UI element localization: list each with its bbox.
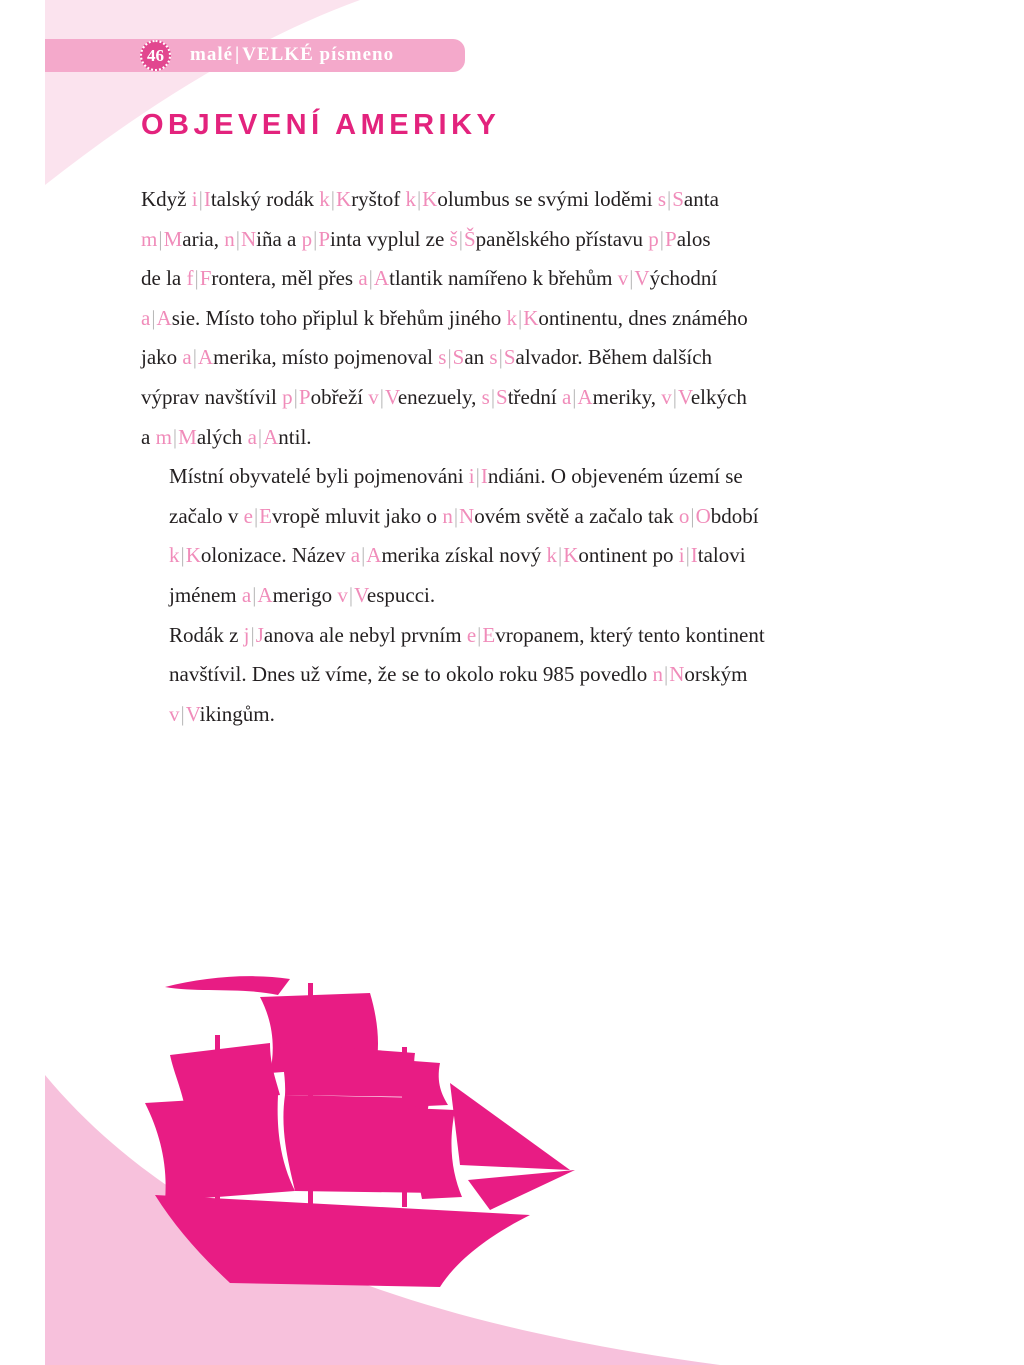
chapter-label-separator: | <box>235 44 241 65</box>
text-line: a m|Malých a|Antil. <box>141 424 312 449</box>
text-line: m|Maria, n|Niña a p|Pinta vyplul ze š|Španělského přístavu p|Palos <box>141 226 711 251</box>
text-line: výprav navštívil p|Pobřeží v|Venezuely, s|Střední a|Ameriky, v|Velkých <box>141 384 747 409</box>
text-line: k|Kolonizace. Název a|Amerika získal nový k|Kontinent po i|Italovi <box>169 543 746 568</box>
text-line: Rodák z j|Janova ale nebyl prvním e|Evropanem, který tento kontinent <box>169 622 765 647</box>
text-line: jako a|Amerika, místo pojmenoval s|San s|Salvador. Během dalších <box>141 345 713 370</box>
chapter-label-rest: písmeno <box>313 44 395 65</box>
chapter-label-upper: VELKÉ <box>242 44 314 65</box>
page-number-badge: 46 <box>140 40 171 71</box>
chapter-label <box>190 44 394 66</box>
chapter-label-lower: malé <box>190 44 234 65</box>
paragraph <box>141 180 861 457</box>
article-text <box>141 180 861 734</box>
text-line: v|Vikingům. <box>169 701 275 726</box>
text-line: jménem a|Amerigo v|Vespucci. <box>169 582 436 607</box>
text-line: začalo v e|Evropě mluvit jako o n|Novém světě a začalo tak o|Období <box>169 503 759 528</box>
page-header <box>45 39 465 72</box>
text-line: de la f|Frontera, měl přes a|Atlantik namířeno k břehům v|Východní <box>141 266 718 291</box>
sailing-ship-icon <box>130 965 580 1315</box>
text-line: a|Asie. Místo toho připlul k břehům jiného k|Kontinentu, dnes známého <box>141 305 748 330</box>
paragraph <box>141 457 861 615</box>
page-title: OBJEVENÍ AMERIKY <box>141 109 501 141</box>
text-line: Když i|Italský rodák k|Kryštof k|Kolumbus se svými loděmi s|Santa <box>141 187 719 211</box>
text-line: Místní obyvatelé byli pojmenováni i|Indiáni. O objeveném území se <box>169 464 743 489</box>
text-line: navštívil. Dnes už víme, že se to okolo roku 985 povedlo n|Norským <box>169 662 748 687</box>
top-curve-shape <box>45 0 360 185</box>
paragraph <box>141 616 861 735</box>
